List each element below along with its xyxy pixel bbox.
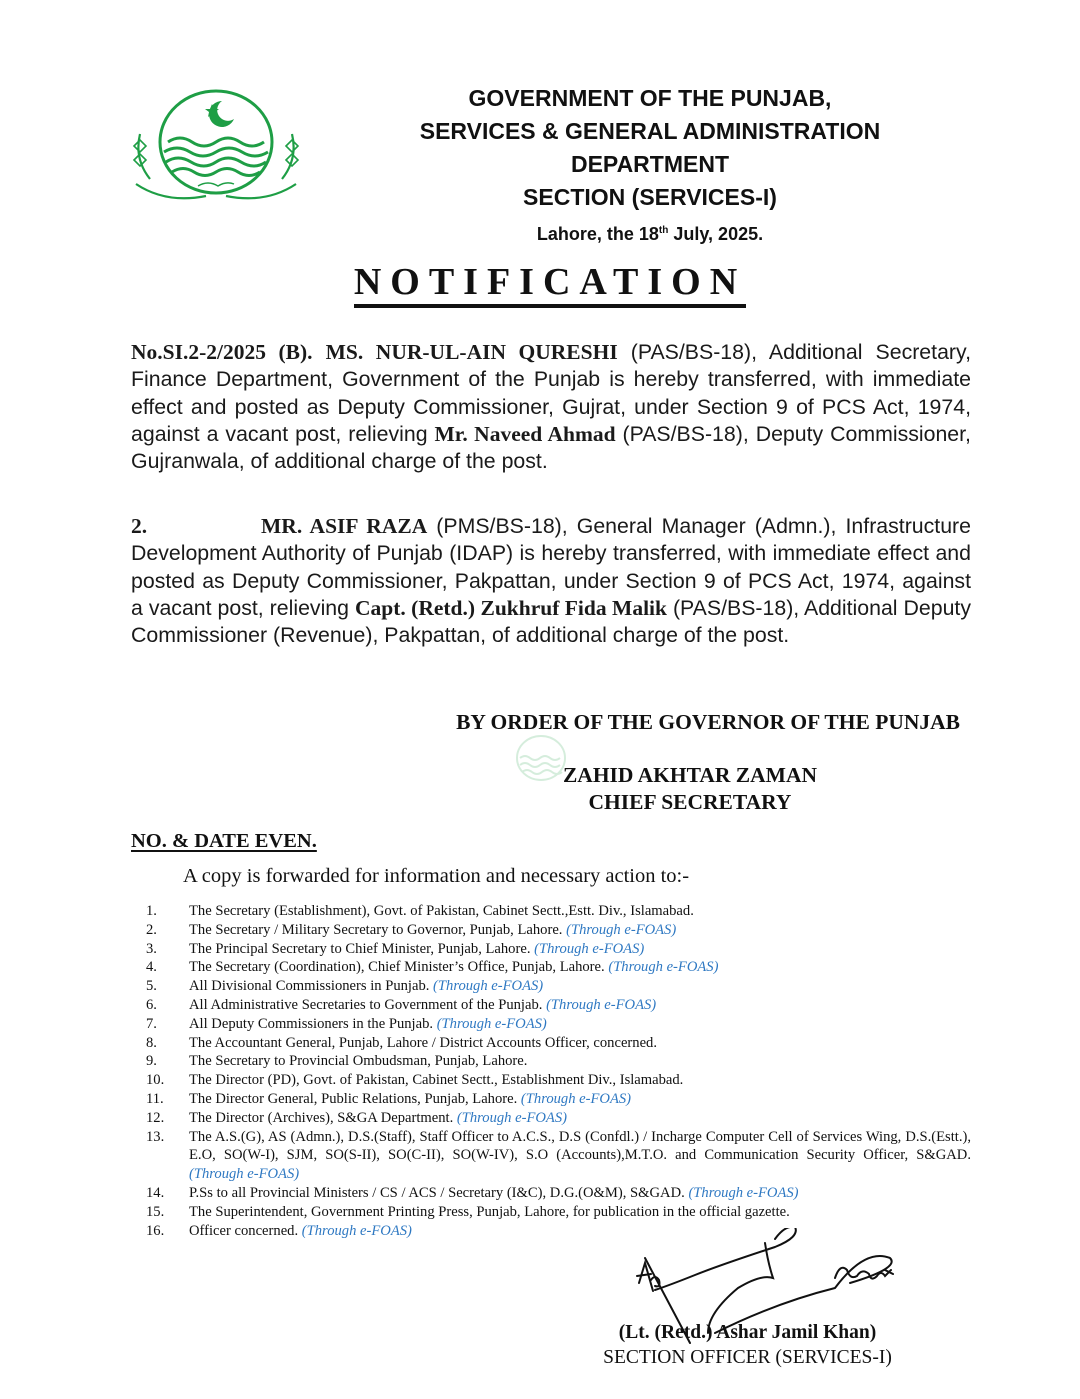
list-item: 14. P.Ss to all Provincial Ministers / CS / ACS / Secretary (I&C), D.G.(O&M), S&GAD. (Through e-FOAS) [146, 1184, 799, 1201]
chief-secretary-designation: CHIEF SECRETARY [588, 790, 792, 814]
officer-name: MR. ASIF RAZA [261, 514, 428, 538]
header-line-government: GOVERNMENT OF THE PUNJAB, [468, 85, 832, 111]
paragraph-number: 2. [131, 514, 148, 538]
department-header [360, 82, 940, 214]
paragraph-2: 2. MR. ASIF RAZA (PMS/BS-18), General Manager (Admn.), Infrastructure Development Authority of Punjab (IDAP) is hereby transferred, with immediate effect and posted as Deputy Commissioner, Pakpattan, under Section 9 of PCS Act, 1974, against a vacant post, relieving Capt. (Retd.) Zukhruf Fida Malik (PAS/BS-18), Additional Deputy Commissioner (Revenue), Pakpattan, of additional charge of the post. [131, 514, 971, 648]
list-item: 7. All Deputy Commissioners in the Punjab. (Through e-FOAS) [146, 1015, 547, 1032]
paragraph-1: No.SI.2-2/2025 (B). MS. NUR-UL-AIN QURESHI (PAS/BS-18), Additional Secretary, Finance Department, Government of the Punjab is hereby transferred, with immediate effect and posted as Deputy Commissioner, Gujrat, under Section 9 of PCS Act, 1974, against a vacant post, relieving Mr. Naveed Ahmad (PAS/BS-18), Deputy Commissioner, Gujranwala, of additional charge of the post. [131, 340, 971, 474]
no-date-even-heading: NO. & DATE EVEN. [131, 830, 317, 852]
distribution-list [146, 902, 971, 1240]
list-item: 2. The Secretary / Military Secretary to Governor, Punjab, Lahore. (Through e-FOAS) [146, 921, 677, 938]
section-officer-block [570, 1320, 925, 1370]
list-item: 16. Officer concerned. (Through e-FOAS) [146, 1222, 412, 1239]
list-item: 3. The Principal Secretary to Chief Minister, Punjab, Lahore. (Through e-FOAS) [146, 940, 645, 957]
forwarding-text: A copy is forwarded for information and necessary action to:- [183, 865, 690, 887]
officer-name: MS. NUR-UL-AIN QURESHI [325, 340, 618, 364]
notification-date: Lahore, the 18th July, 2025. [536, 224, 764, 244]
relieved-officer-name: Capt. (Retd.) Zukhruf Fida Malik [354, 595, 667, 620]
list-item: 10. The Director (PD), Govt. of Pakistan, Cabinet Sectt., Establishment Div., Islamabad. [146, 1072, 684, 1089]
relieved-officer-name: Mr. Naveed Ahmad [434, 421, 616, 446]
list-item: 13. The A.S.(G), AS (Admn.), D.S.(Staff), Staff Officer to A.C.S., D.S (Confdl.) / Incharge Computer Cell of Services Wing, D.S.(Estt.), E.O, SO(W-I), SJM, SO(S-II), SO(C-II), SO(W-IV), S.O (Accounts),M.T.O. and Communication Security Officer, S&GAD. (Through e-FOAS) [146, 1128, 971, 1183]
header-line-section: SECTION (SERVICES-I) [523, 184, 777, 210]
list-item: 8. The Accountant General, Punjab, Lahore / District Accounts Officer, concerned. [146, 1034, 658, 1051]
list-item: 15. The Superintendent, Government Printing Press, Punjab, Lahore, for publication in the official gazette. [146, 1203, 790, 1220]
list-item: 11. The Director General, Public Relations, Punjab, Lahore. (Through e-FOAS) [146, 1090, 632, 1107]
list-item: 9. The Secretary to Provincial Ombudsman, Punjab, Lahore. [146, 1053, 528, 1070]
government-of-punjab-emblem-icon [126, 84, 306, 209]
chief-secretary-block [520, 762, 860, 816]
section-officer-name: (Lt. (Retd.) Ashar Jamil Khan) [618, 1322, 877, 1343]
page-title: NOTIFICATION [340, 260, 760, 304]
list-item: 4. The Secretary (Coordination), Chief Minister’s Office, Punjab, Lahore. (Through e-FOAS) [146, 959, 719, 976]
list-item: 1. The Secretary (Establishment), Govt. of Pakistan, Cabinet Sectt.,Estt. Div., Islamabad. [146, 903, 694, 919]
reference-number: No.SI.2-2/2025 (B). [131, 340, 313, 364]
list-item: 5. All Divisional Commissioners in Punjab. (Through e-FOAS) [146, 978, 544, 995]
header-line-services: SERVICES & GENERAL ADMINISTRATION [419, 118, 881, 144]
section-officer-designation: SECTION OFFICER (SERVICES-I) [603, 1347, 892, 1368]
by-order-line: BY ORDER OF THE GOVERNOR OF THE PUNJAB [456, 710, 960, 734]
chief-secretary-name: ZAHID AKHTAR ZAMAN [562, 763, 818, 787]
list-item: 12. The Director (Archives), S&GA Department. (Through e-FOAS) [146, 1109, 567, 1126]
list-item: 6. All Administrative Secretaries to Government of the Punjab. (Through e-FOAS) [146, 996, 657, 1013]
header-line-department: DEPARTMENT [570, 151, 729, 177]
